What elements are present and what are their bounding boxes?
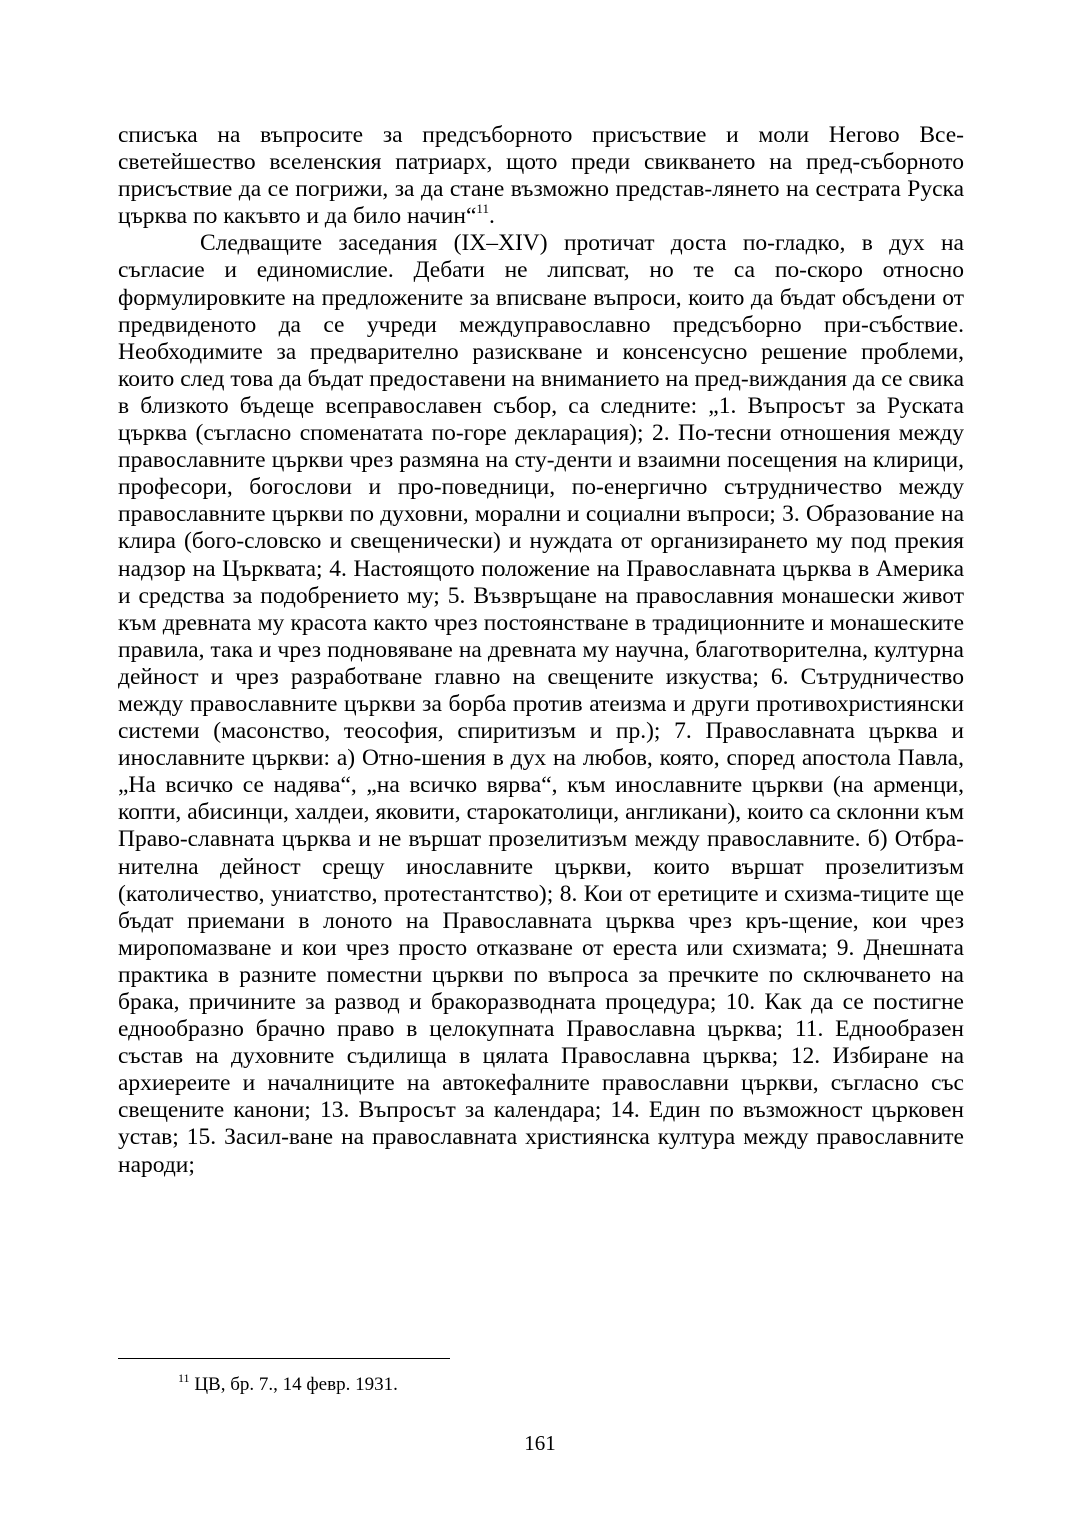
footnote-text: ЦВ, бр. 7., 14 февр. 1931. — [189, 1374, 398, 1395]
footnote-reference: 11 — [476, 201, 489, 217]
footnote-number: 11 — [178, 1370, 190, 1385]
paragraph-2: Следващите заседания (IX–XIV) протичат доста по-гладко, в дух на съгласие и единомислие. Дебати не липсват, но те са по-скоро относно формулировките на предложените за вписване въпроси, които да бъдат обсъдени от предвиденото да се учреди междуправославно предсъборно при-събствие. Необходимите за предварително разискване и консенсусно решение проблеми, които след това да бъдат предоставени на вниманието на пред-виждания да се свика в близкото бъдеще всеправославен събор, са следните: „1. Въпросът за Руската църква (съгласно споменатата по-горе декларация); 2. По-тесни отношения между православните църкви чрез размяна на сту-денти и взаимни посещения на клирици, професори, богослови и про-поведници, по-енергично сътрудничество между православните църкви по духовни, морални и социални въпроси; 3. Образование на клира (бого-словско и свещенически) и нуждата от организирането му под прекия надзор на Църквата; 4. Настоящото положение на Православната църква в Америка и средства за подобрението му; 5. Възвръщане на православния монашески живот към древната му красота както чрез постоянстване в традиционните и монашеските правила, така и чрез подновяване на древната му научна, благотворителна, културна дейност и чрез разработване главно на свещените изкуства; 6. Сътрудничество между православните църкви за борба против атеизма и други противохристиянски системи (масонство, теософия, спиритизъм и пр.); 7. Православната църква и инославните църкви: а) Отно-шения в дух на любов, която, според апостола Павла, „На всичко се надява“, „на всичко вярва“, към инославните църкви (на арменци, копти, абисинци, халдеи, яковити, старокатолици, англикани), които са склонни към Право-славната църква и не вършат прозелитизъм между православните. б) Отбра-нителна дейност срещу инославните църкви, които вършат прозелитизъм (католичество, униатство, протестантство); 8. Кои от еретиците и схизма-тиците ще бъдат приемани в лоното на Православната църква чрез кръ-щение, кои чрез миропомазване и кои чрез просто отказване от ереста или схизмата; 9. Днешната практика в разните поместни църкви по въпроса за пречките по сключването на брака, причините за развод и бракоразводната процедура; 10. Как да се постигне еднообразно брачно право в целокупната Православна църква; 11. Еднообразен състав на духовните съдилища в цялата Православна църква; 12. Избиране на архиереите и началниците на автокефалните православни църкви, съгласно със свещените канони; 13. Въпросът за календара; 14. Един по възможност църковен устав; 15. Засил-ване на православната християнска култура между православните народи; — [118, 230, 964, 1178]
paragraph-1 — [118, 122, 964, 230]
paragraph-1-text: списъка на въпросите за предсъборното присъствие и моли Негово Все-светейшество вселенския патриарх, щото преди свикването на пред-съборното присъствие да се погрижи, за да стане възможно представ-лянето на сестрата Руска църква по какъвто и да било начин“ — [118, 122, 964, 230]
footnote-divider — [118, 1358, 450, 1359]
body-text — [118, 122, 964, 1179]
page-number: 161 — [524, 1431, 556, 1455]
paragraph-1-end: . — [488, 203, 495, 230]
footnote — [178, 1370, 398, 1397]
